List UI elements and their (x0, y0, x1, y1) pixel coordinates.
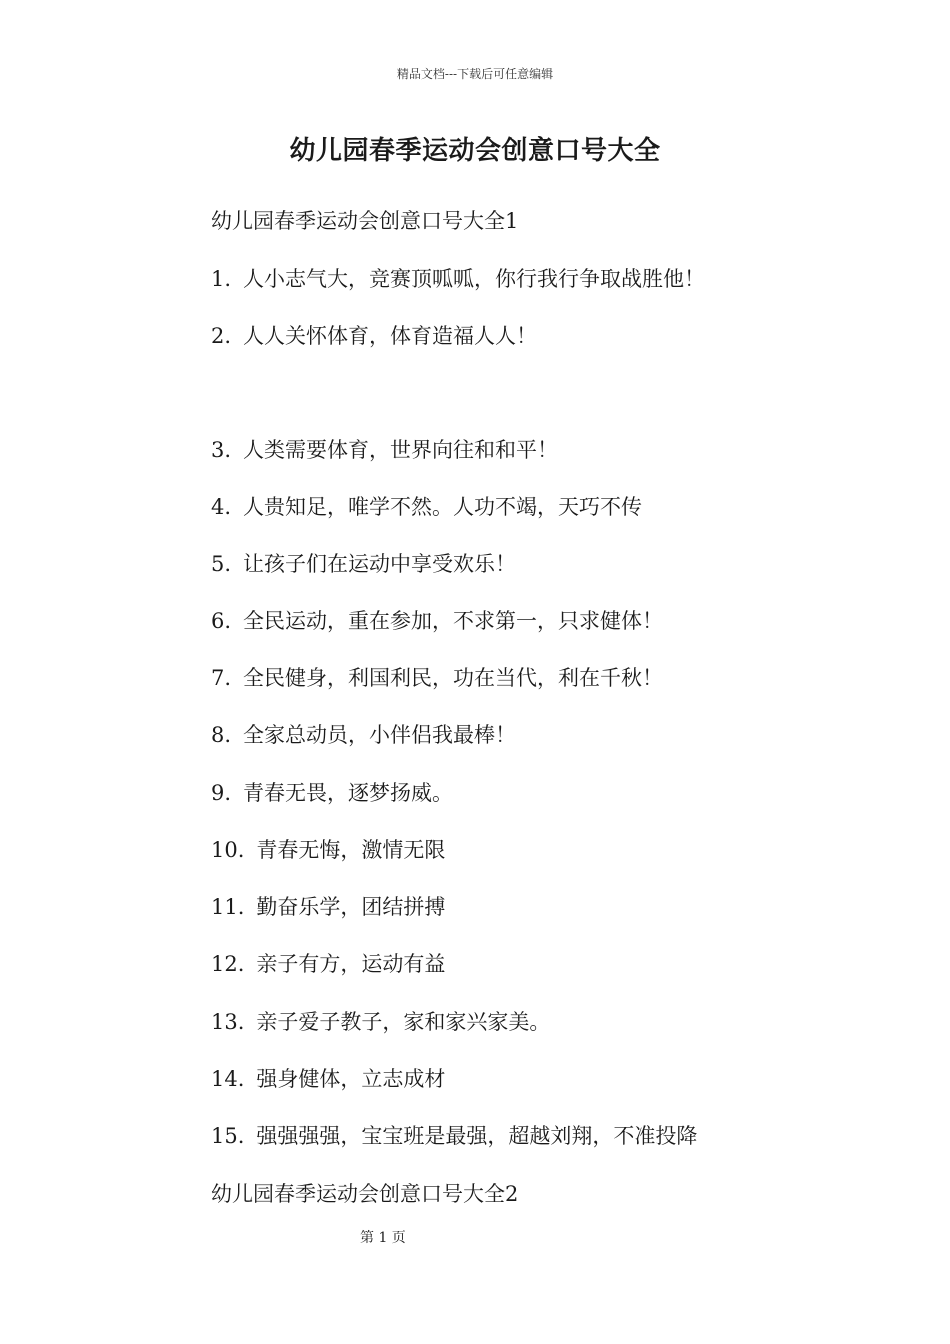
slogan-item (211, 1009, 550, 1035)
section-heading-2: 幼儿园春季运动会创意口号大全2 (211, 1182, 519, 1206)
item-text: 人类需要体育，世界向往和和平！ (243, 438, 559, 462)
item-number: 7. (211, 666, 232, 690)
item-text: 全家总动员，小伴侣我最棒！ (243, 723, 517, 747)
item-number: 3. (211, 438, 232, 462)
item-text: 亲子爱子教子，家和家兴家美。 (256, 1010, 551, 1034)
item-text: 让孩子们在运动中享受欢乐！ (243, 552, 517, 576)
item-number: 8. (211, 723, 232, 747)
slogan-item (211, 1123, 697, 1149)
item-text: 人人关怀体育，体育造福人人！ (243, 324, 538, 348)
slogan-item (211, 1066, 445, 1092)
item-number: 12. (211, 952, 245, 976)
section-heading-1: 幼儿园春季运动会创意口号大全1 (211, 209, 519, 233)
slogan-item (211, 780, 453, 806)
item-text: 全民运动，重在参加，不求第一，只求健体！ (243, 609, 664, 633)
item-text: 亲子有方，运动有益 (256, 952, 446, 976)
document-title: 幼儿园春季运动会创意口号大全 (289, 136, 661, 166)
item-text: 强身健体，立志成材 (256, 1067, 446, 1091)
item-number: 5. (211, 552, 232, 576)
slogan-item (211, 894, 445, 920)
item-number: 6. (211, 609, 232, 633)
page-header: 精品文档---下载后可任意编辑 (396, 67, 554, 81)
item-number: 15. (211, 1124, 245, 1148)
slogan-item (211, 722, 516, 748)
item-number: 4. (211, 495, 232, 519)
slogan-item (211, 608, 663, 634)
slogan-item (211, 951, 445, 977)
slogan-item (211, 665, 663, 691)
slogan-item (211, 437, 558, 463)
item-number: 14. (211, 1067, 245, 1091)
item-number: 10. (211, 838, 245, 862)
slogan-item (211, 551, 516, 577)
item-text: 青春无悔，激情无限 (256, 838, 446, 862)
item-text: 全民健身，利国利民，功在当代，利在千秋！ (243, 666, 664, 690)
slogan-item (211, 323, 537, 349)
item-number: 9. (211, 781, 232, 805)
item-number: 1. (211, 267, 232, 291)
item-text: 人小志气大，竞赛顶呱呱，你行我行争取战胜他！ (243, 267, 706, 291)
item-number: 11. (211, 895, 245, 919)
slogan-item (211, 494, 642, 520)
item-text: 强强强强，宝宝班是最强，超越刘翔，不准投降 (256, 1124, 698, 1148)
item-text: 青春无畏，逐梦扬威。 (243, 781, 454, 805)
page-number: 第 1 页 (360, 1230, 406, 1246)
item-text: 人贵知足，唯学不然。人功不竭，天巧不传 (243, 495, 643, 519)
item-number: 13. (211, 1010, 245, 1034)
item-text: 勤奋乐学，团结拼搏 (256, 895, 446, 919)
slogan-item (211, 266, 705, 292)
slogan-item (211, 837, 445, 863)
item-number: 2. (211, 324, 232, 348)
